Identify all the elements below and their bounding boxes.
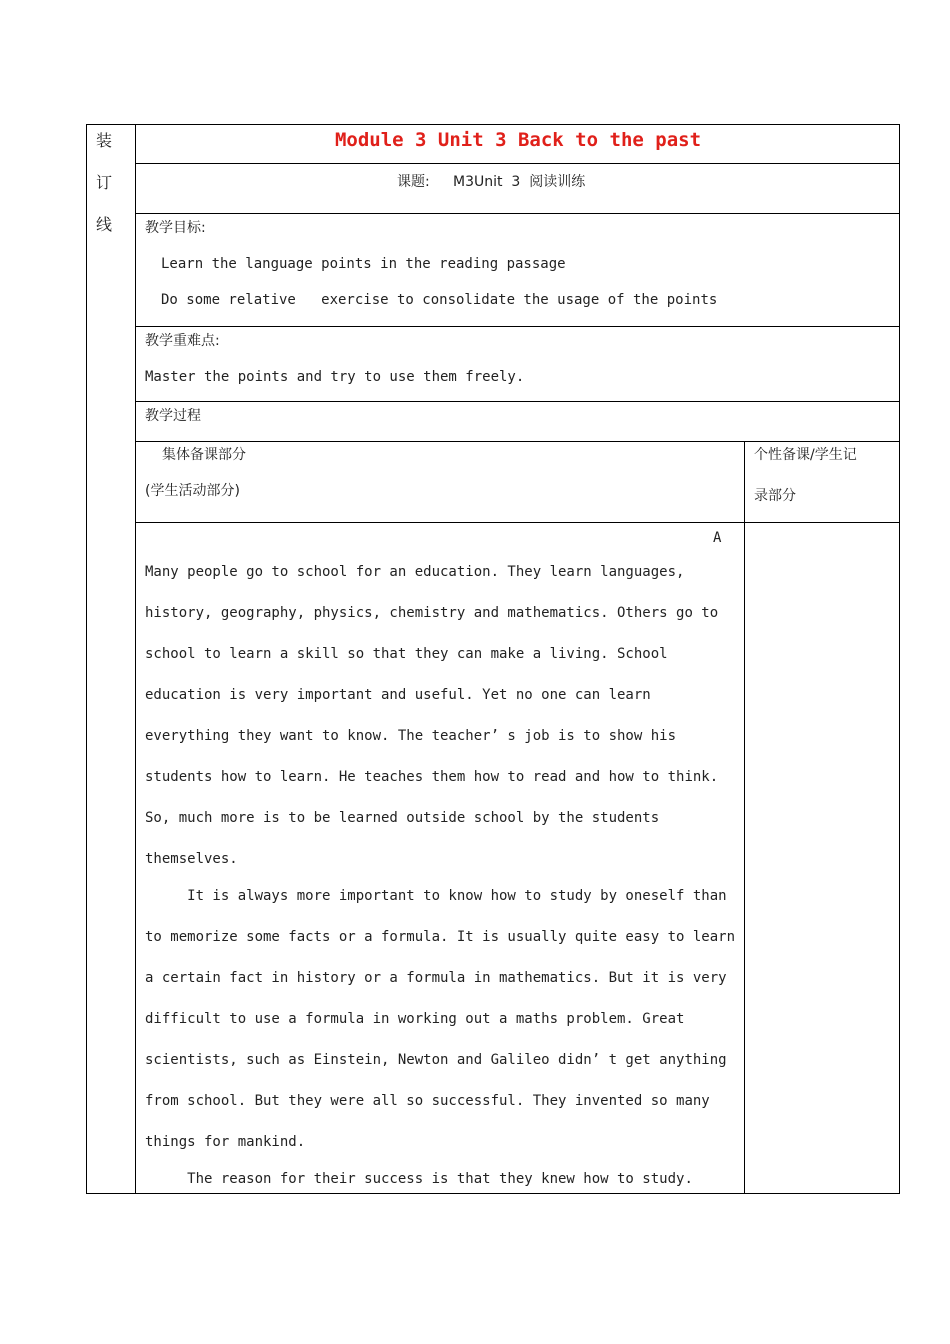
objective-line: Learn the language points in the reading passage <box>161 256 566 272</box>
row-divider <box>136 213 900 214</box>
passage-line: a certain fact in history or a formula in mathematics. But it is very <box>145 970 727 986</box>
process-heading: 教学过程 <box>145 408 201 424</box>
passage-line: things for mankind. <box>145 1134 306 1150</box>
topic-label: 课题: <box>397 174 430 190</box>
topic-value: M3Unit 3 阅读训练 <box>453 174 586 190</box>
passage-line: It is always more important to know how to study by oneself than <box>145 888 727 904</box>
row-divider <box>136 522 900 523</box>
row-divider <box>136 401 900 402</box>
passage-line: The reason for their success is that they knew how to study. <box>145 1171 693 1187</box>
student-activity-label: (学生活动部分) <box>145 483 240 499</box>
passage-line: education is very important and useful. Yet no one can learn <box>145 687 651 703</box>
binding-char: 订 <box>96 173 113 192</box>
passage-line: Many people go to school for an education. They learn languages, <box>145 564 685 580</box>
group-prep-label: 集体备课部分 <box>162 447 246 463</box>
page-title: Module 3 Unit 3 Back to the past <box>334 129 702 151</box>
passage-line: to memorize some facts or a formula. It is usually quite easy to learn <box>145 929 736 945</box>
difficulties-heading: 教学重难点: <box>145 333 220 349</box>
passage-line: school to learn a skill so that they can make a living. School <box>145 646 668 662</box>
passage-line: So, much more is to be learned outside school by the students <box>145 810 660 826</box>
personal-prep-label-cont: 录部分 <box>754 488 796 504</box>
binding-char: 线 <box>96 215 113 234</box>
row-divider <box>136 441 900 442</box>
binding-margin <box>86 124 136 1194</box>
row-divider <box>136 326 900 327</box>
row-divider <box>136 163 900 164</box>
difficulty-line: Master the points and try to use them freely. <box>145 369 525 385</box>
column-divider <box>744 442 745 1194</box>
passage-line: from school. But they were all so successful. They invented so many <box>145 1093 710 1109</box>
passage-label: A <box>713 530 722 546</box>
passage-line: scientists, such as Einstein, Newton and Galileo didn’ t get anything <box>145 1052 727 1068</box>
passage-line: difficult to use a formula in working out a maths problem. Great <box>145 1011 685 1027</box>
passage-line: history, geography, physics, chemistry and mathematics. Others go to <box>145 605 719 621</box>
objectives-heading: 教学目标: <box>145 220 206 236</box>
passage-line: students how to learn. He teaches them how to read and how to think. <box>145 769 719 785</box>
passage-line: everything they want to know. The teacher’ s job is to show his <box>145 728 677 744</box>
binding-char: 装 <box>96 131 113 150</box>
personal-prep-label: 个性备课/学生记 <box>754 447 857 463</box>
passage-line: themselves. <box>145 851 238 867</box>
objective-line: Do some relative exercise to consolidate the usage of the points <box>161 292 718 308</box>
